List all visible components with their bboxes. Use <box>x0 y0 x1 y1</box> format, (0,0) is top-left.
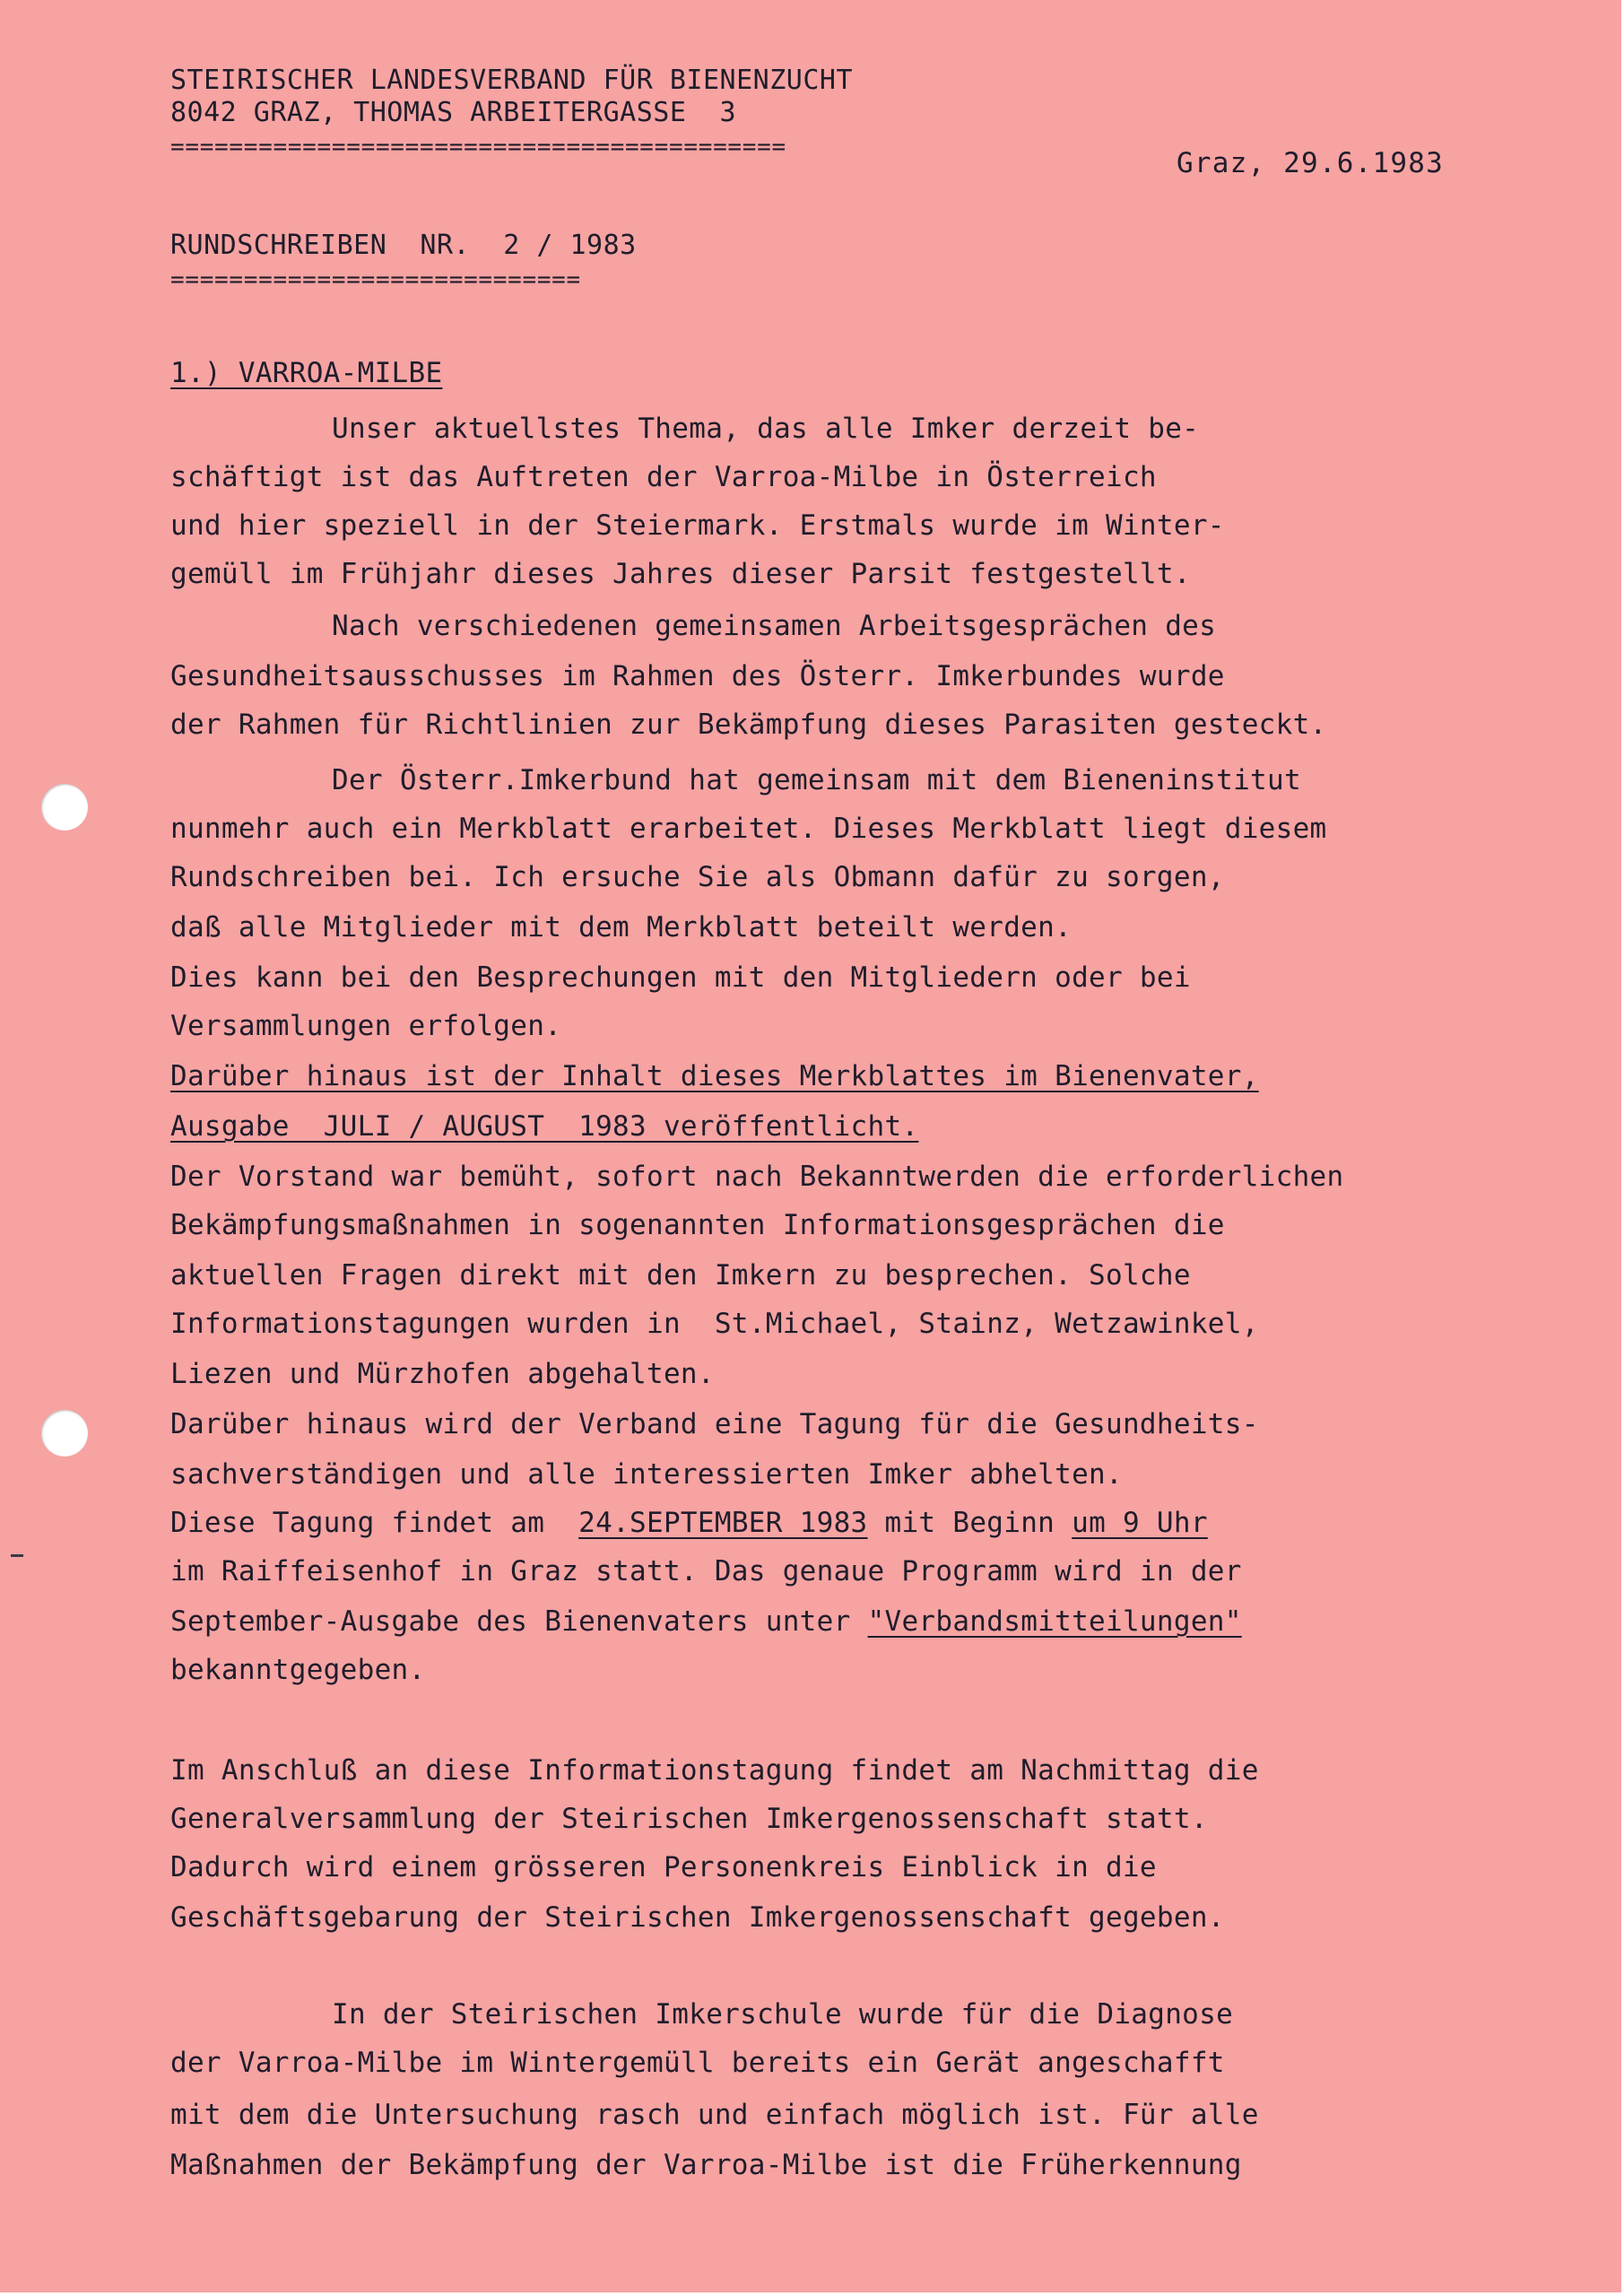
meeting-prefix: Diese Tagung findet am <box>170 1507 579 1539</box>
paragraph-line: Informationstagungen wurden in St.Michael, Stainz, Wetzawinkel, <box>170 1308 1259 1340</box>
paragraph-line: Bekämpfungsmaßnahmen in sogenannten Informationsgesprächen die <box>170 1209 1225 1241</box>
paragraph-line: schäftigt ist das Auftreten der Varroa-Milbe in Österreich <box>170 461 1157 493</box>
letterhead-address: 8042 GRAZ, THOMAS ARBEITERGASSE 3 <box>170 97 737 128</box>
paragraph-line: Der Vorstand war bemüht, sofort nach Bekanntwerden die erforderlichen <box>170 1161 1344 1193</box>
paragraph-line: Generalversammlung der Steirischen Imkergenossenschaft statt. <box>170 1803 1208 1835</box>
underlined-publication-line: Ausgabe JULI / AUGUST 1983 veröffentlicht. <box>170 1110 919 1143</box>
quoted-section-name: "Verbandsmitteilungen" <box>867 1605 1242 1638</box>
paragraph-text: September-Ausgabe des Bienenvaters unter <box>170 1605 868 1638</box>
paragraph-line: Im Anschluß an diese Informationstagung findet am Nachmittag die <box>170 1754 1259 1787</box>
paragraph-line: Nach verschiedenen gemeinsamen Arbeitsgesprächen des <box>332 610 1217 642</box>
paragraph-line: sachverständigen und alle interessierten Imker abhelten. <box>170 1458 1123 1491</box>
letterhead-name: STEIRISCHER LANDESVERBAND FÜR BIENENZUCHT <box>170 65 854 96</box>
paragraph-line: der Varroa-Milbe im Wintergemüll bereits ein Gerät angeschafft <box>170 2047 1225 2079</box>
letter-date: Graz, 29.6.1983 <box>1177 147 1444 179</box>
paragraph-line: im Raiffeisenhof in Graz statt. Das genaue Programm wird in der <box>170 1555 1242 1587</box>
circular-rule: ============================ <box>170 266 581 293</box>
paragraph-line <box>170 1605 1242 1638</box>
paragraph-line: daß alle Mitglieder mit dem Merkblatt beteilt werden. <box>170 911 1073 944</box>
paragraph-line: Der Österr.Imkerbund hat gemeinsam mit dem Bieneninstitut <box>332 764 1301 796</box>
underlined-publication-line: Darüber hinaus ist der Inhalt dieses Merkblattes im Bienenvater, <box>170 1060 1259 1092</box>
paragraph-line: Rundschreiben bei. Ich ersuche Sie als Obmann dafür zu sorgen, <box>170 861 1225 893</box>
paragraph-line: In der Steirischen Imkerschule wurde für die Diagnose <box>332 1998 1234 2031</box>
letterhead-rule: ========================================== <box>170 134 786 161</box>
circular-title: RUNDSCHREIBEN NR. 2 / 1983 <box>170 230 637 261</box>
meeting-middle: mit Beginn <box>867 1507 1073 1539</box>
edge-mark <box>11 1554 23 1557</box>
paragraph-line: mit dem die Untersuchung rasch und einfach möglich ist. Für alle <box>170 2099 1259 2131</box>
paragraph-line: Dadurch wird einem grösseren Personenkreis Einblick in die <box>170 1851 1157 1883</box>
paragraph-line: Liezen und Mürzhofen abgehalten. <box>170 1358 715 1390</box>
meeting-line <box>170 1507 1208 1539</box>
paragraph-line: bekanntgegeben. <box>170 1654 426 1686</box>
paragraph-line: Geschäftsgebarung der Steirischen Imkergenossenschaft gegeben. <box>170 1901 1225 1934</box>
paragraph-line: gemüll im Frühjahr dieses Jahres dieser Parsit festgestellt. <box>170 558 1191 590</box>
paragraph-line: der Rahmen für Richtlinien zur Bekämpfung dieses Parasiten gesteckt. <box>170 709 1327 741</box>
paragraph-line: nunmehr auch ein Merkblatt erarbeitet. Dieses Merkblatt liegt diesem <box>170 813 1327 845</box>
paragraph-line: Darüber hinaus wird der Verband eine Tagung für die Gesundheits- <box>170 1408 1259 1440</box>
paragraph-line: Dies kann bei den Besprechungen mit den Mitgliedern oder bei <box>170 961 1191 994</box>
paragraph-line: Gesundheitsausschusses im Rahmen des Österr. Imkerbundes wurde <box>170 660 1225 692</box>
paragraph-line: Versammlungen erfolgen. <box>170 1010 562 1042</box>
paragraph-line: Maßnahmen der Bekämpfung der Varroa-Milbe ist die Früherkennung <box>170 2149 1242 2181</box>
punch-hole-bottom <box>41 1410 88 1457</box>
paragraph-line: aktuellen Fragen direkt mit den Imkern zu besprechen. Solche <box>170 1259 1191 1292</box>
meeting-time: um 9 Uhr <box>1072 1507 1208 1539</box>
paragraph-line: Unser aktuellstes Thema, das alle Imker derzeit be- <box>332 413 1200 445</box>
punch-hole-top <box>41 784 88 831</box>
paragraph-line: und hier speziell in der Steiermark. Erstmals wurde im Winter- <box>170 509 1225 542</box>
section-heading-varroa: 1.) VARROA-MILBE <box>170 357 443 389</box>
meeting-date: 24.SEPTEMBER 1983 <box>578 1507 868 1539</box>
